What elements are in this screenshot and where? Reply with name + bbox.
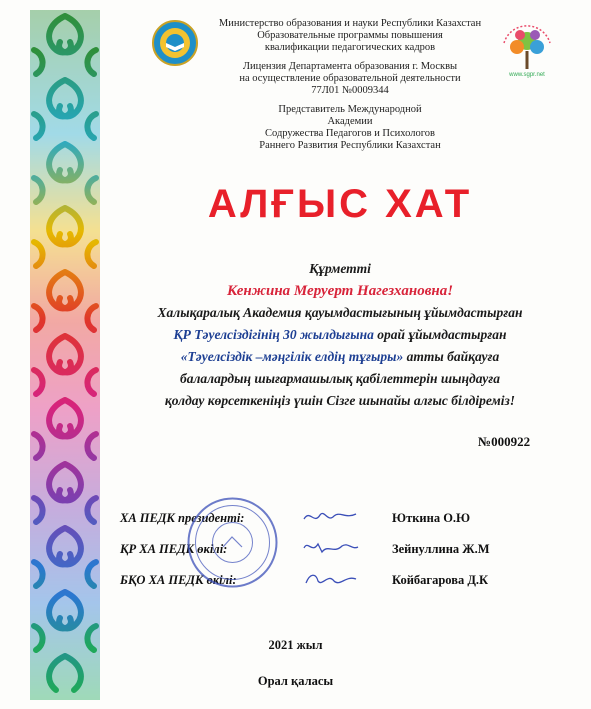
signer-name: Зейнуллина Ж.М (392, 542, 490, 556)
header-line: Представитель Международной (278, 104, 422, 115)
body-line: балалардың шығармашылық қабілеттерін шыңдауға (179, 371, 500, 386)
letter-body (105, 258, 575, 412)
header-line: 77Л01 №0009344 (311, 85, 389, 96)
signature-scrawl-icon (300, 569, 360, 589)
salutation: Құрметті (309, 261, 371, 276)
body-text: орай ұйымдастырған (373, 327, 507, 342)
official-stamp-icon (185, 495, 280, 590)
certificate-number: №000922 (478, 434, 531, 449)
header-block (205, 18, 495, 152)
header-line: Образовательные программы повышения (257, 30, 443, 41)
header-line: Министерство образования и науки Республики Казахстан (218, 18, 482, 29)
signature-row (120, 573, 540, 595)
header-line: Академии (327, 116, 373, 127)
city-label: Орал қаласы (257, 674, 334, 688)
tree-logo-icon (498, 25, 556, 85)
signature-scrawl-icon (300, 507, 360, 527)
body-line (105, 346, 575, 368)
body-text: атты байқауға (403, 349, 500, 364)
signer-role: ХА ПЕДК президенті: (120, 511, 245, 525)
header-line: на осуществление образовательной деятельности (239, 73, 461, 84)
ministry-emblem-icon (152, 20, 198, 66)
body-line: Халықаралық Академия қауымдастығының ұйымдастырған (157, 305, 523, 320)
recipient-name: Кенжина Меруерт Нагезхановна! (226, 283, 454, 299)
signature-scrawl-icon (300, 538, 360, 558)
header-line: Лицензия Департамента образования г. Москвы (242, 61, 458, 72)
body-highlight: ҚР Тәуелсіздігінің 30 жылдығына (173, 327, 374, 342)
header-line: Раннего Развития Республики Казахстан (259, 140, 441, 151)
signer-name: Койбагарова Д.К (392, 573, 489, 587)
header-line: Содружества Педагогов и Психологов (265, 128, 435, 139)
logo-site-label: www.sgpr.net (509, 72, 545, 78)
signer-role: БҚО ХА ПЕДК өкілі: (120, 573, 237, 587)
signer-name: Юткина О.Ю (392, 511, 471, 525)
body-highlight: «Тәуелсіздік –мәңгілік елдің тұғыры» (180, 349, 404, 364)
body-line: қолдау көрсеткеніңіз үшін Сізге шынайы алғыс білдіреміз! (164, 393, 516, 408)
page-title: АЛҒЫС ХАТ (207, 182, 473, 226)
signature-row (120, 511, 540, 533)
header-line: квалификации педагогических кадров (264, 42, 436, 53)
year-label: 2021 жыл (268, 638, 323, 652)
signer-role: ҚР ХА ПЕДК өкілі: (120, 542, 228, 556)
ornament-border (30, 10, 100, 700)
signature-row (120, 542, 540, 564)
body-line (105, 324, 575, 346)
